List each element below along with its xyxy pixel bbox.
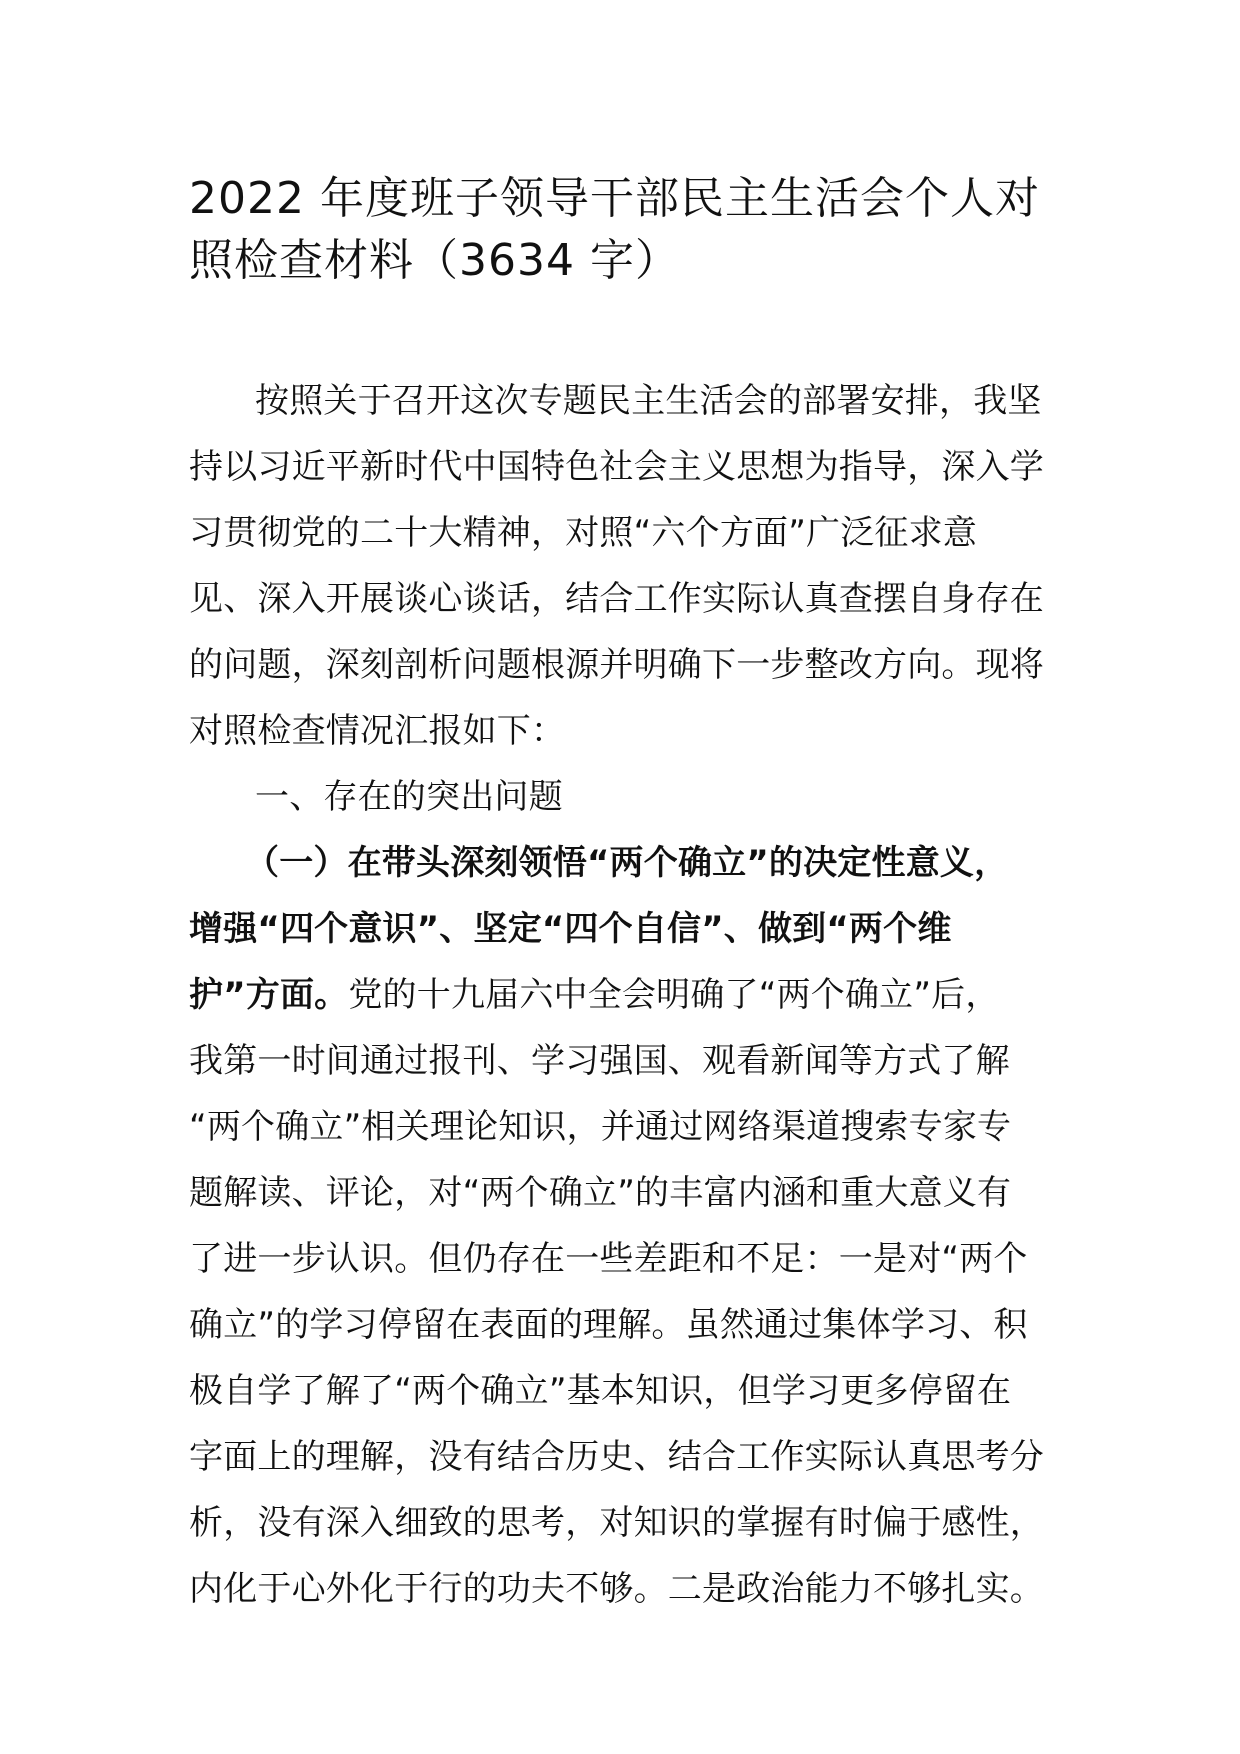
subsection-paragraph (189, 830, 1069, 1622)
title-line-1: 2022 年度班子领导干部民主生活会个人对 (189, 173, 1040, 224)
intro-paragraph (189, 368, 1069, 764)
subsection-body-line-1: 我第一时间通过报刊、学习强国、观看新闻等方式了解 (189, 1041, 1010, 1081)
document-title (189, 168, 1069, 292)
subsection-body-line-2: “两个确立”相关理论知识，并通过网络渠道搜索专家专 (189, 1107, 1012, 1147)
intro-line-1: 按照关于召开这次专题民主生活会的部署安排，我坚 (255, 381, 1042, 421)
subsection-heading-line-2: 增强“四个意识”、坚定“四个自信”、做到“两个维 (189, 909, 952, 949)
subsection-text-start: 党的十九届六中全会明确了“两个确立”后， (348, 975, 1000, 1015)
subsection-heading-end: 护”方面。 (189, 975, 349, 1015)
subsection-body-line-8: 析，没有深入细致的思考，对知识的掌握有时偏于感性， (189, 1503, 1044, 1543)
intro-line-3: 习贯彻党的二十大精神，对照“六个方面”广泛征求意 (189, 513, 978, 553)
intro-line-4: 见、深入开展谈心谈话，结合工作实际认真查摆自身存在 (189, 579, 1044, 619)
subsection-body-line-5: 确立”的学习停留在表面的理解。虽然通过集体学习、积 (189, 1305, 1028, 1345)
intro-line-5: 的问题，深刻剖析问题根源并明确下一步整改方向。现将 (189, 645, 1044, 685)
section-heading: 一、存在的突出问题 (255, 777, 563, 817)
intro-line-2: 持以习近平新时代中国特色社会主义思想为指导，深入学 (189, 447, 1044, 487)
subsection-body-line-7: 字面上的理解，没有结合历史、结合工作实际认真思考分 (189, 1437, 1044, 1477)
subsection-body-line-9: 内化于心外化于行的功夫不够。二是政治能力不够扎实。 (189, 1569, 1044, 1609)
intro-line-6: 对照检查情况汇报如下： (189, 711, 566, 751)
title-line-2: 照检查材料（3634 字） (189, 235, 680, 286)
subsection-body-line-3: 题解读、评论，对“两个确立”的丰富内涵和重大意义有 (189, 1173, 1012, 1213)
document-body (189, 368, 1069, 1622)
subsection-heading-line-1: （一）在带头深刻领悟“两个确立”的决定性意义， (245, 843, 1009, 883)
subsection-line-3 (189, 962, 1069, 1028)
subsection-body-line-4: 了进一步认识。但仍存在一些差距和不足：一是对“两个 (189, 1239, 1028, 1279)
subsection-body-line-6: 极自学了解了“两个确立”基本知识，但学习更多停留在 (189, 1371, 1012, 1411)
